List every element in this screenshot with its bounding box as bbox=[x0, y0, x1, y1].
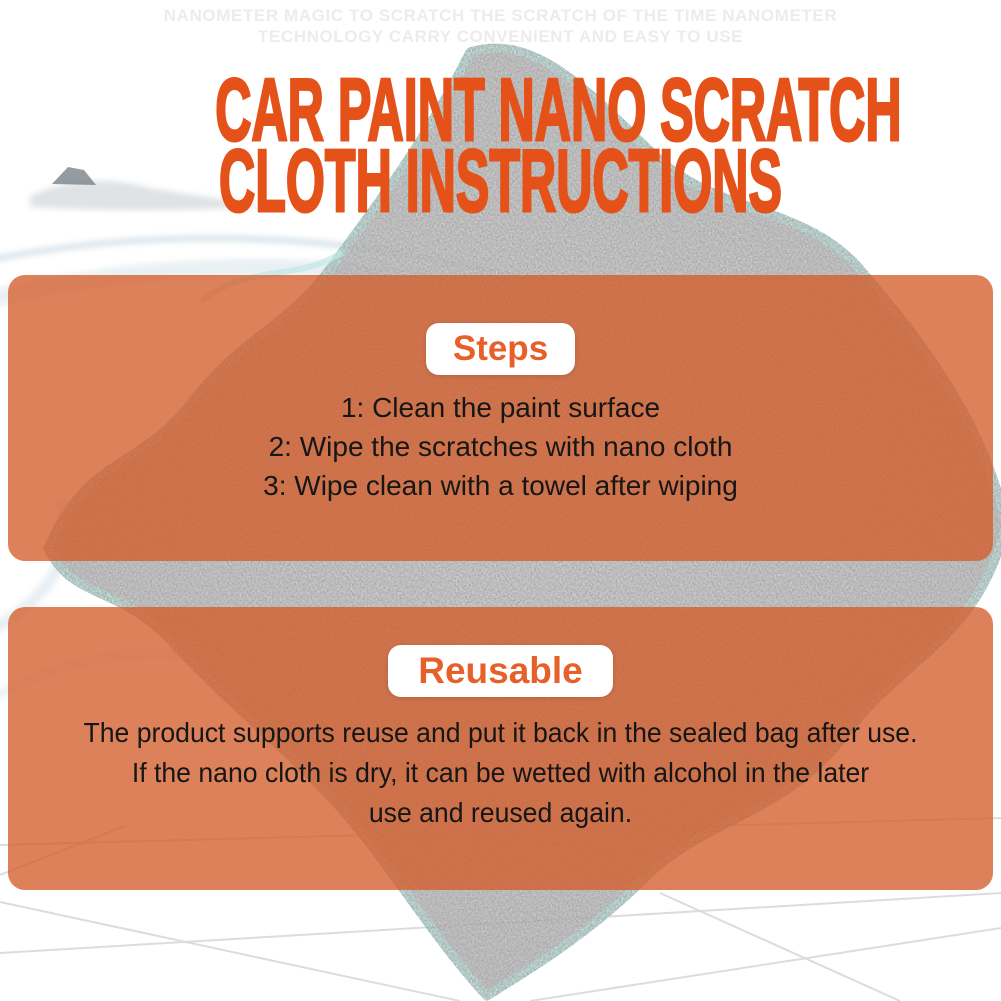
reusable-line-2: If the nano cloth is dry, it can be wetted with alcohol in the later bbox=[131, 757, 870, 788]
steps-label: Steps bbox=[452, 329, 549, 368]
watermark-line-1: NANOMETER MAGIC TO SCRATCH THE SCRATCH OF THE TIME NANOMETER bbox=[163, 6, 838, 25]
step-item-2: 2: Wipe the scratches with nano cloth bbox=[268, 431, 733, 462]
title-line-2: CLOTH INSTRUCTIONS bbox=[219, 131, 782, 230]
title-line-1: CAR PAINT NANO SCRATCH bbox=[215, 60, 902, 159]
step-item-1: 1: Clean the paint surface bbox=[340, 392, 661, 423]
page-title bbox=[0, 60, 1001, 230]
step-item-3: 3: Wipe clean with a towel after wiping bbox=[263, 470, 738, 501]
steps-list bbox=[8, 388, 993, 505]
reusable-description bbox=[8, 713, 993, 833]
watermark-line-2: TECHNOLOGY CARRY CONVENIENT AND EASY TO USE bbox=[257, 27, 744, 46]
steps-label-badge bbox=[426, 323, 575, 375]
reusable-line-1: The product supports reuse and put it back in the sealed bag after use. bbox=[83, 717, 918, 748]
reusable-line-3: use and reused again. bbox=[368, 797, 633, 828]
reusable-label: Reusable bbox=[418, 650, 583, 691]
steps-panel bbox=[8, 275, 993, 561]
watermark-text bbox=[0, 5, 1001, 47]
reusable-label-badge bbox=[388, 645, 613, 697]
reusable-panel bbox=[8, 607, 993, 890]
